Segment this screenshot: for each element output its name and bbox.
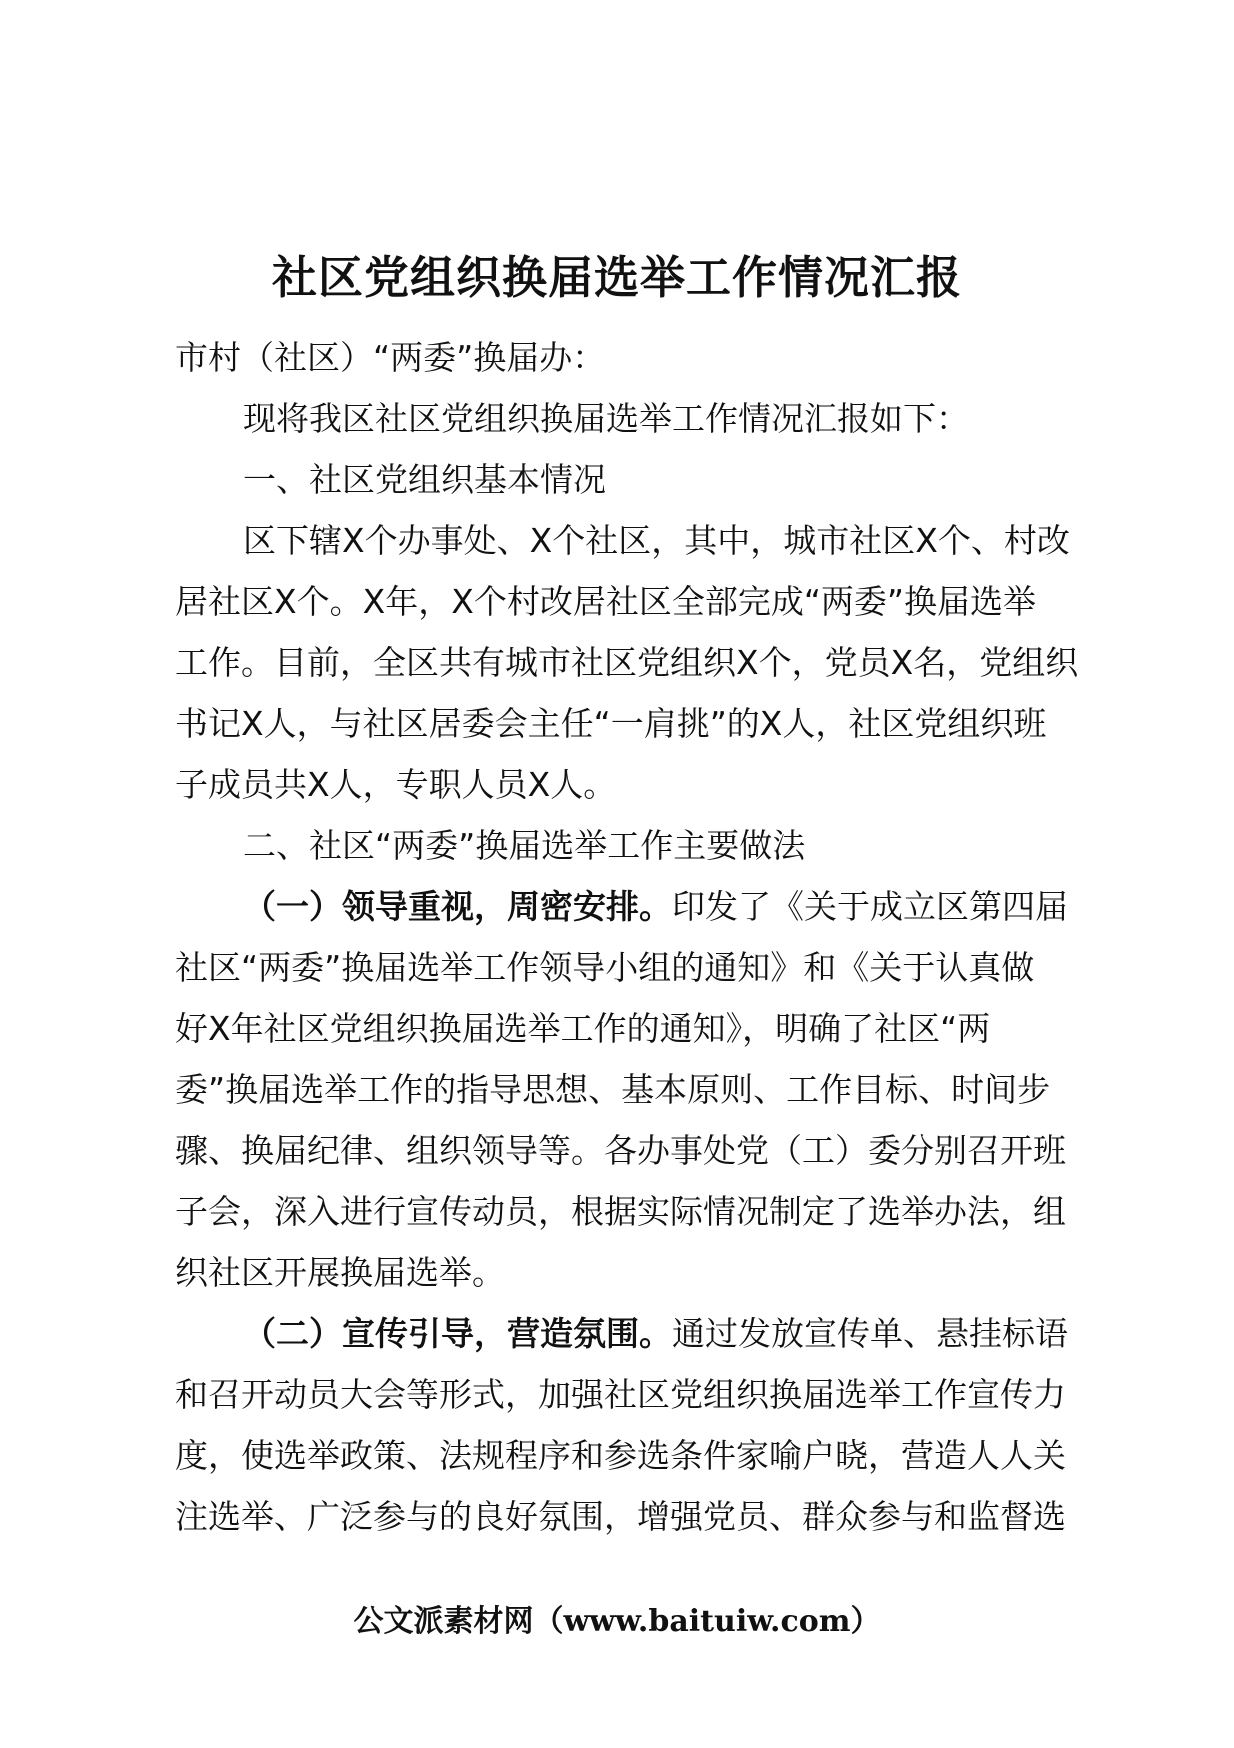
subsection-2-line: 注选举、广泛参与的良好氛围，增强党员、群众参与和监督选 <box>175 1497 1066 1536</box>
paragraph-1-line: 居社区X个。X年，X个村改居社区全部完成“两委”换届选举 <box>175 582 1037 621</box>
paragraph-1-line: 区下辖X个办事处、X个社区，其中，城市社区X个、村改 <box>243 521 1070 560</box>
subsection-1-line: 织社区开展换届选举。 <box>175 1253 505 1292</box>
subsection-1-line: 骤、换届纪律、组织领导等。各办事处党（工）委分别召开班 <box>175 1131 1066 1170</box>
section-1-heading: 一、社区党组织基本情况 <box>243 460 606 499</box>
intro-paragraph: 现将我区社区党组织换届选举工作情况汇报如下： <box>243 399 969 438</box>
subsection-1-line: 子会，深入进行宣传动员，根据实际情况制定了选举办法，组 <box>175 1192 1066 1231</box>
subsection-1-line: 委”换届选举工作的指导思想、基本原则、工作目标、时间步 <box>175 1070 1051 1109</box>
document-title: 社区党组织换届选举工作情况汇报 <box>271 251 962 304</box>
subsection-2-first-line <box>175 1303 1097 1364</box>
document-body <box>175 327 1097 1547</box>
footer-source-text: 公文派素材网（www.baituiw.com） <box>353 1604 881 1639</box>
paragraph-1-line: 子成员共X人，专职人员X人。 <box>175 765 617 804</box>
subsection-2-first-line-text: 通过发放宣传单、悬挂标语 <box>672 1314 1068 1353</box>
subsection-2-line: 和召开动员大会等形式，加强社区党组织换届选举工作宣传力 <box>175 1375 1066 1414</box>
paragraph-1-line: 工作。目前，全区共有城市社区党组织X个，党员X名，党组织 <box>175 643 1079 682</box>
subsection-1-first-line <box>175 876 1097 937</box>
recipient-line: 市村（社区）“两委”换届办： <box>175 338 606 377</box>
subsection-2-line: 度，使选举政策、法规程序和参选条件家喻户晓，营造人人关 <box>175 1436 1066 1475</box>
subsection-1-line: 好X年社区党组织换届选举工作的通知》，明确了社区“两 <box>175 1009 991 1048</box>
subsection-1-lead: （一）领导重视，周密安排。 <box>243 887 672 926</box>
section-2-heading: 二、社区“两委”换届选举工作主要做法 <box>243 826 806 865</box>
subsection-1-first-line-text: 印发了《关于成立区第四届 <box>672 887 1068 926</box>
subsection-2-lead: （二）宣传引导，营造氛围。 <box>243 1314 672 1353</box>
subsection-1-line: 社区“两委”换届选举工作领导小组的通知》和《关于认真做 <box>175 948 1035 987</box>
paragraph-1-line: 书记X人，与社区居委会主任“一肩挑”的X人，社区党组织班 <box>175 704 1047 743</box>
